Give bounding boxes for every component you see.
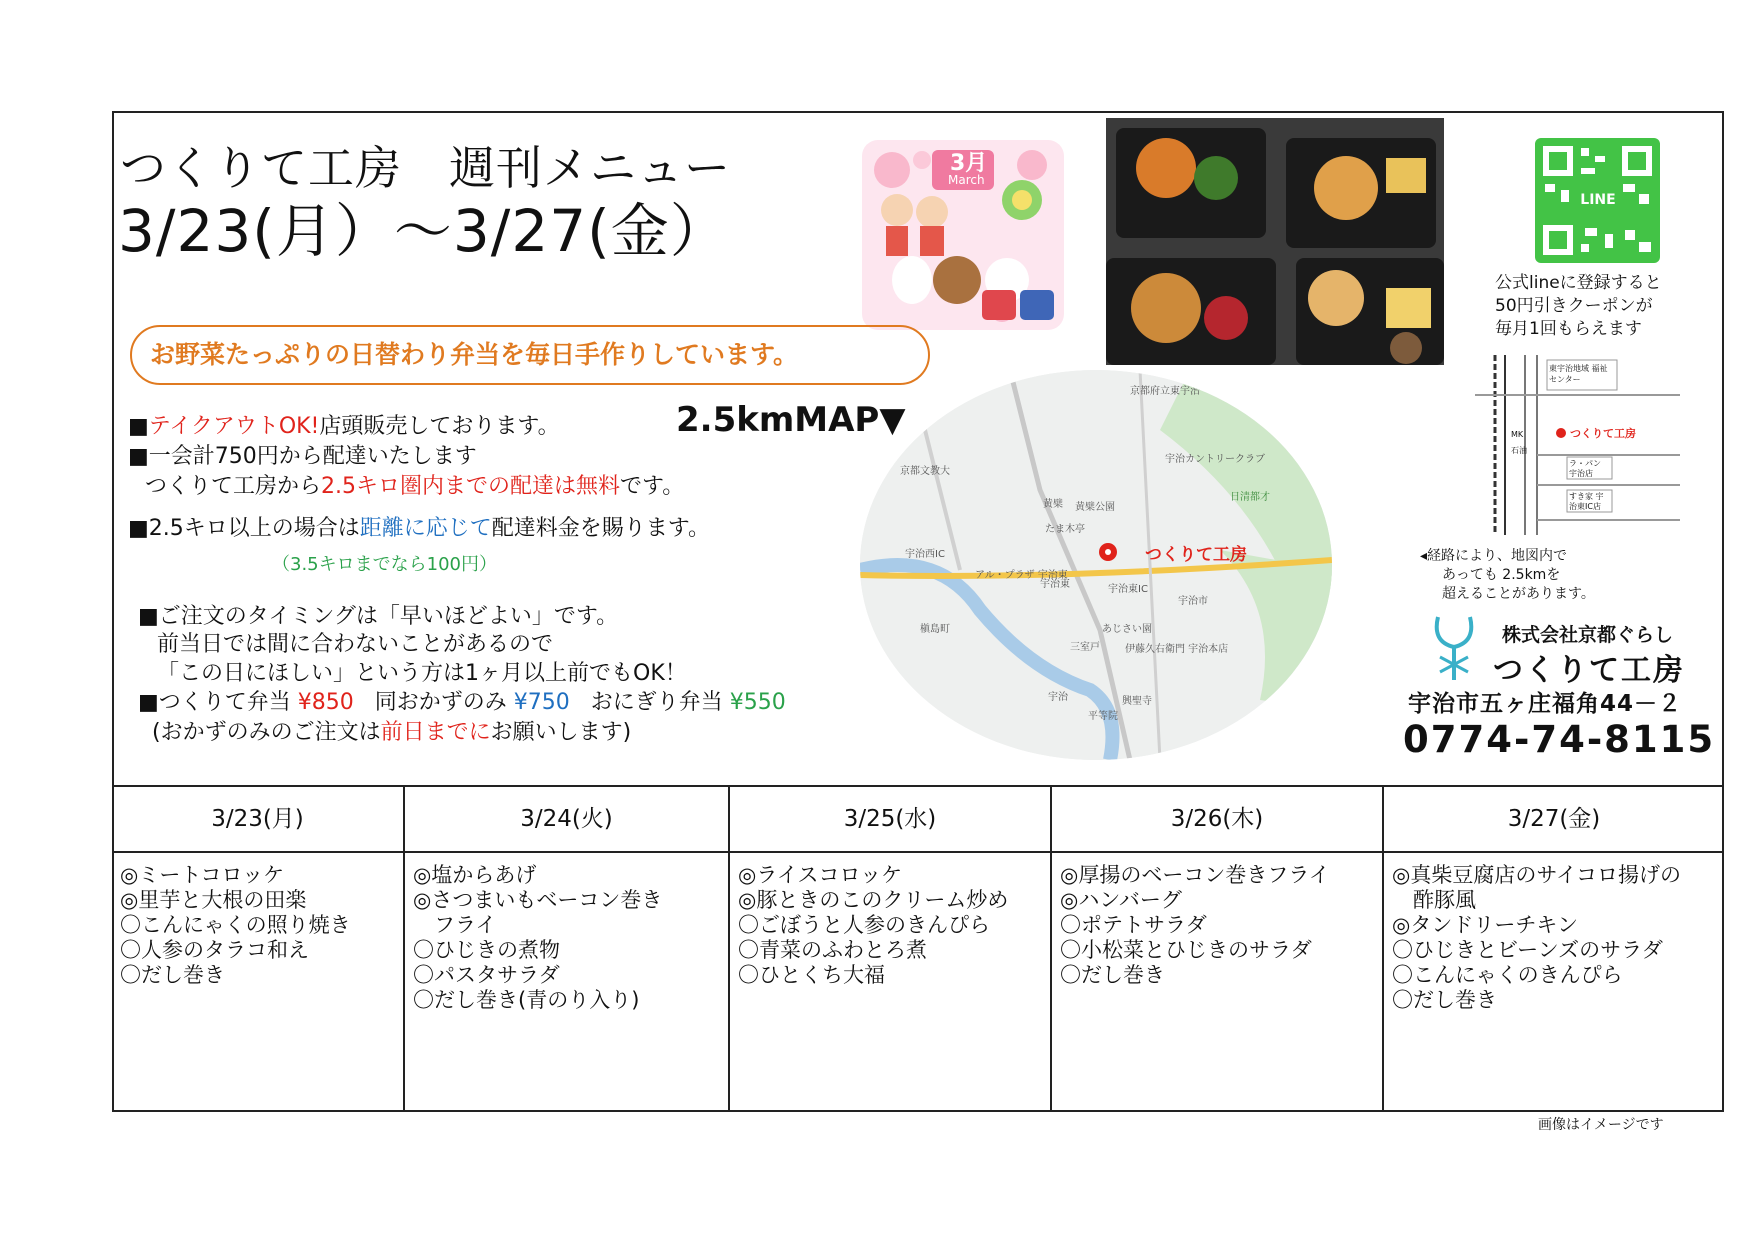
menu-item: ◎豚ときのこのクリーム炒め [738, 888, 1009, 912]
route-note-2: あっても 2.5kmを [1442, 567, 1561, 583]
timing-line-1: ■ご注文のタイミングは「早いほどよい」です。 [138, 604, 619, 629]
takeout-ok: テイクアウトOK! [148, 414, 320, 439]
map-place-3: 黄檗公園 [1075, 502, 1115, 513]
map-place-17: アル・プラザ 宇治東 [975, 570, 1068, 581]
delivery-min-line: ■一会計750円から配達いたします [128, 444, 477, 469]
day-header-3: 3/26(木) [1052, 787, 1384, 853]
map-place-13: 興聖寺 [1122, 696, 1152, 707]
takeout-rest: 店頭販売しております。 [319, 414, 560, 439]
day-header-2: 3/25(水) [730, 787, 1052, 853]
takeout-line: ■テイクアウトOK!店頭販売しております。 [128, 414, 560, 439]
march-illustration [862, 140, 1064, 330]
menu-item: 〇パスタサラダ [413, 963, 560, 987]
line-qr-code[interactable] [1535, 138, 1660, 263]
image-note: 画像はイメージです [1538, 1117, 1664, 1133]
okazu-suffix: お願いします) [490, 720, 632, 745]
route-note-3: 超えることがあります。 [1442, 586, 1595, 602]
free-range: 2.5キロ圏内までの配達は無料 [321, 474, 621, 499]
menu-item: ◎塩からあげ [413, 863, 537, 887]
mini-map-shop: つくりて工房 [1570, 427, 1636, 440]
map-place-0: 京都府立東宇治 [1130, 386, 1200, 397]
line-text-2: 50円引きクーポンが [1495, 296, 1653, 316]
day-column-0 [112, 853, 405, 1112]
over-suffix: 配達料金を賜ります。 [491, 516, 711, 541]
day-column-2 [730, 853, 1052, 1112]
menu-item: 〇だし巻き [120, 963, 225, 987]
day-header-0: 3/23(月) [112, 787, 405, 853]
weekly-menu-table [112, 785, 1724, 1114]
price-a-label: ■つくりて弁当 [138, 690, 291, 715]
menu-item: 〇小松菜とひじきのサラダ [1060, 938, 1312, 962]
price-b: ¥750 [513, 690, 570, 715]
mini-map-facility: 東宇治地域 福祉センター [1549, 364, 1608, 384]
company-phone[interactable]: 0774-74-8115 [1403, 718, 1716, 761]
mini-map-ishiyu: 石油 [1511, 446, 1527, 455]
map-marker-label: つくりて工房 [1145, 545, 1247, 565]
map-art [860, 370, 1332, 760]
map-place-7: 宇治東 [1040, 579, 1070, 590]
line-text-1: 公式lineに登録すると [1495, 273, 1662, 293]
march-card-word: March [948, 173, 985, 187]
fee-note: （3.5キロまでなら100円） [272, 554, 497, 575]
page-title: つくりて工房 週刊メニュー [120, 141, 731, 195]
price-c-label: おにぎり弁当 [590, 690, 723, 715]
menu-item: 〇こんにゃくのきんぴら [1392, 963, 1623, 987]
company-name: 株式会社京都ぐらし [1502, 624, 1674, 646]
map-place-10: 三室戸 [1070, 642, 1100, 653]
map-place-8: 宇治西IC [905, 549, 945, 560]
map-place-15: たま木亭 [1045, 524, 1085, 535]
menu-item: ◎さつまいもベーコン巻き [413, 888, 663, 912]
map-place-18: 京都文教大 [900, 466, 950, 477]
company-logo-icon [1430, 612, 1478, 682]
brand-name: つくりて工房 [1493, 653, 1685, 688]
okazu-note [152, 718, 631, 748]
free-suffix: です。 [620, 474, 685, 499]
menu-item: 〇だし巻き [1392, 988, 1497, 1012]
menu-item: 〇だし巻き(青のり入り) [413, 988, 640, 1012]
menu-item: ◎ライスコロッケ [738, 863, 903, 887]
company-address: 宇治市五ヶ庄福角44－２ [1408, 691, 1683, 717]
line-coupon-text [1495, 272, 1662, 341]
menu-item: ◎ハンバーグ [1060, 888, 1182, 912]
menu-item: 〇ひじきの煮物 [413, 938, 560, 962]
mini-route-map [1475, 355, 1680, 535]
menu-item: 酢豚風 [1392, 888, 1476, 912]
map-place-12: 平等院 [1088, 711, 1118, 722]
area-map[interactable] [860, 370, 1332, 760]
tagline-banner: お野菜たっぷりの日替わり弁当を毎日手作りしています。 [130, 325, 930, 385]
timing-line-3: 「この日にほしい」という方は1ヶ月以上前でもOK！ [157, 661, 687, 686]
menu-item: フライ [413, 913, 497, 937]
day-header-4: 3/27(金) [1384, 787, 1724, 853]
bento-photo [1106, 118, 1444, 365]
menu-item: 〇ひじきとビーンズのサラダ [1392, 938, 1663, 962]
map-place-14: 伊藤久右衛門 宇治本店 [1125, 644, 1229, 655]
map-place-9: 槇島町 [920, 624, 950, 635]
price-c: ¥550 [729, 690, 786, 715]
over-distance: 距離に応じて [359, 516, 492, 541]
menu-item: ◎タンドリーチキン [1392, 913, 1579, 937]
menu-item: 〇人参のタラコ和え [120, 938, 309, 962]
menu-item: 〇だし巻き [1060, 963, 1165, 987]
route-note-1: ◂経路により、地図内で [1420, 548, 1568, 564]
map-label: 2.5kmMAP▼ [676, 400, 906, 440]
menu-item: ◎厚揚のベーコン巻きフライ [1060, 863, 1330, 887]
map-place-6: あじさい園 [1102, 624, 1152, 635]
day-column-1 [405, 853, 730, 1112]
over-prefix: ■2.5キロ以上の場合は [128, 516, 360, 541]
over-distance-line [128, 514, 710, 544]
map-place-11: 宇治 [1048, 692, 1068, 703]
menu-item: 〇青菜のふわとろ煮 [738, 938, 927, 962]
price-b-label: 同おかずのみ [374, 690, 507, 715]
okazu-prefix: (おかずのみのご注文は [152, 720, 381, 745]
menu-item: 〇ひとくち大福 [738, 963, 885, 987]
map-place-4: 宇治市 [1178, 596, 1208, 607]
map-place-2: 日清都才 [1230, 492, 1270, 503]
menu-item: 〇こんにゃくの照り焼き [120, 913, 351, 937]
menu-item: ◎真柴豆腐店のサイコロ揚げの [1392, 863, 1682, 887]
menu-item: ◎里芋と大根の田楽 [120, 888, 307, 912]
day-column-3 [1052, 853, 1384, 1112]
bento-photo-art [1106, 118, 1444, 365]
free-delivery-line [145, 472, 684, 502]
qr-line-label: LINE [1573, 192, 1623, 208]
map-place-16: 黄檗 [1043, 499, 1063, 510]
route-note [1420, 547, 1595, 604]
date-range: 3/23(月）～3/27(金） [118, 197, 729, 265]
mini-map-lapan: ラ・パン 宇治店 [1569, 459, 1601, 478]
day-column-4 [1384, 853, 1724, 1112]
logo-art [1430, 612, 1478, 682]
menu-item: 〇ごぼうと人参のきんぴら [738, 913, 990, 937]
mini-map-sukiya: すき家 宇治東IC店 [1569, 492, 1604, 511]
day-header-1: 3/24(火) [405, 787, 730, 853]
march-card-month: 3月 [950, 151, 988, 176]
menu-item: 〇ポテトサラダ [1060, 913, 1207, 937]
map-place-1: 宇治カントリークラブ [1165, 454, 1265, 465]
line-text-3: 毎月1回もらえます [1495, 319, 1642, 339]
map-place-5: 宇治東IC [1108, 584, 1148, 595]
okazu-deadline: 前日までに [380, 720, 491, 745]
price-line [138, 688, 786, 718]
timing-line-2: 前当日では間に合わないことがあるので [157, 632, 554, 657]
price-a: ¥850 [297, 690, 354, 715]
menu-item: ◎ミートコロッケ [120, 863, 285, 887]
mini-map-mk: MK [1511, 430, 1524, 439]
free-prefix: つくりて工房から [145, 474, 322, 499]
